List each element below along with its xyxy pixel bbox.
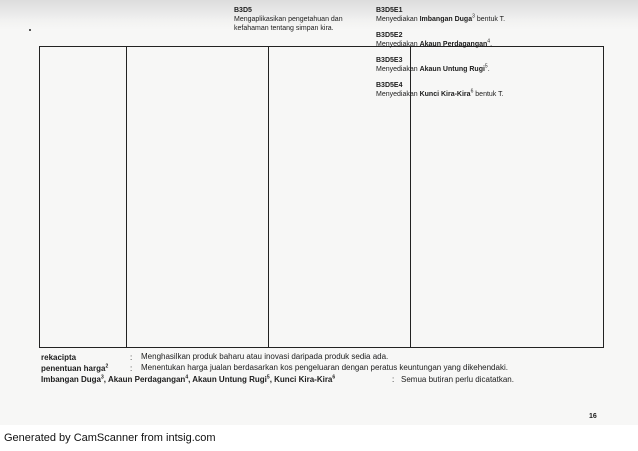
- footnote-mark: 4: [185, 374, 189, 381]
- descriptor-suffix: bentuk T.: [474, 16, 506, 23]
- glossary-term: [41, 364, 108, 374]
- column-divider: [126, 47, 127, 347]
- descriptor-text: [376, 65, 562, 74]
- descriptor-entry: [376, 6, 562, 24]
- descriptor-text: [376, 15, 562, 24]
- glossary-colon: :: [130, 353, 133, 362]
- descriptor-text: [376, 90, 562, 99]
- descriptor-suffix: bentuk T.: [473, 91, 504, 98]
- footnote-mark: 2: [105, 363, 109, 370]
- glossary-term-text: Imbangan Duga: [41, 375, 102, 384]
- glossary-term: [41, 375, 335, 385]
- footnote-mark: 3: [101, 374, 104, 381]
- descriptor-prefix: Menyediakan: [376, 16, 420, 23]
- glossary-definition: Semua butiran perlu dicatatkan.: [401, 375, 514, 384]
- column-divider: [268, 47, 269, 347]
- footnote-mark: 6: [470, 88, 474, 95]
- footer-watermark: Generated by CamScanner from intsig.com: [4, 432, 216, 444]
- footnote-mark: 5: [266, 374, 270, 381]
- descriptor-prefix: Menyediakan: [376, 91, 420, 98]
- descriptor-prefix: Menyediakan: [376, 66, 420, 73]
- footnote-mark: 3: [472, 13, 475, 20]
- descriptor-term: Kunci Kira-Kira: [419, 91, 471, 98]
- descriptor-suffix: .: [487, 66, 490, 73]
- descriptor-term: Akaun Untung Rugi: [419, 66, 485, 73]
- standard-description: Mengaplikasikan pengetahuan dan kefahaman tentang simpan kira.: [234, 16, 343, 32]
- descriptor-entry: [376, 81, 562, 99]
- descriptor-code: B3D5E2: [376, 32, 403, 39]
- descriptor-term: Akaun Perdagangan: [419, 41, 488, 48]
- descriptor-suffix: .: [490, 41, 493, 48]
- descriptor-entry: [376, 56, 562, 74]
- glossary-term-text: Akaun Untung Rugi: [192, 375, 267, 384]
- descriptor-text: [376, 40, 562, 49]
- descriptor-prefix: Menyediakan: [376, 41, 420, 48]
- descriptor-code: B3D5E1: [376, 7, 403, 14]
- glossary-term-text: Akaun Perdagangan: [107, 375, 186, 384]
- descriptor-term: Imbangan Duga: [419, 16, 473, 23]
- separator: ,: [188, 375, 193, 384]
- glossary-definition: Menentukan harga jualan berdasarkan kos pengeluaran dengan peratus keuntungan yang dikehendaki.: [141, 363, 508, 372]
- footnote-mark: 5: [484, 63, 488, 70]
- footnote-mark: 4: [487, 38, 491, 45]
- descriptor-cell: [376, 6, 562, 106]
- descriptor-entry: [376, 31, 562, 49]
- glossary-term: rekacipta: [41, 353, 77, 362]
- separator: ,: [103, 375, 108, 384]
- glossary-colon: :: [130, 364, 133, 373]
- glossary-term-text: penentuan harga: [41, 364, 106, 373]
- standard-code: B3D5: [234, 7, 252, 14]
- footnote-mark: 6: [332, 374, 336, 381]
- descriptor-code: B3D5E4: [376, 82, 403, 89]
- separator: ,: [269, 375, 275, 384]
- descriptor-code: B3D5E3: [376, 57, 403, 64]
- scan-speck: [29, 29, 31, 31]
- glossary-term-text: Kunci Kira-Kira: [274, 375, 333, 384]
- standard-cell: [234, 6, 366, 33]
- glossary-definition: Menghasilkan produk baharu atau inovasi daripada produk sedia ada.: [141, 352, 389, 361]
- page-number: 16: [589, 413, 597, 420]
- glossary-colon: :: [392, 375, 395, 384]
